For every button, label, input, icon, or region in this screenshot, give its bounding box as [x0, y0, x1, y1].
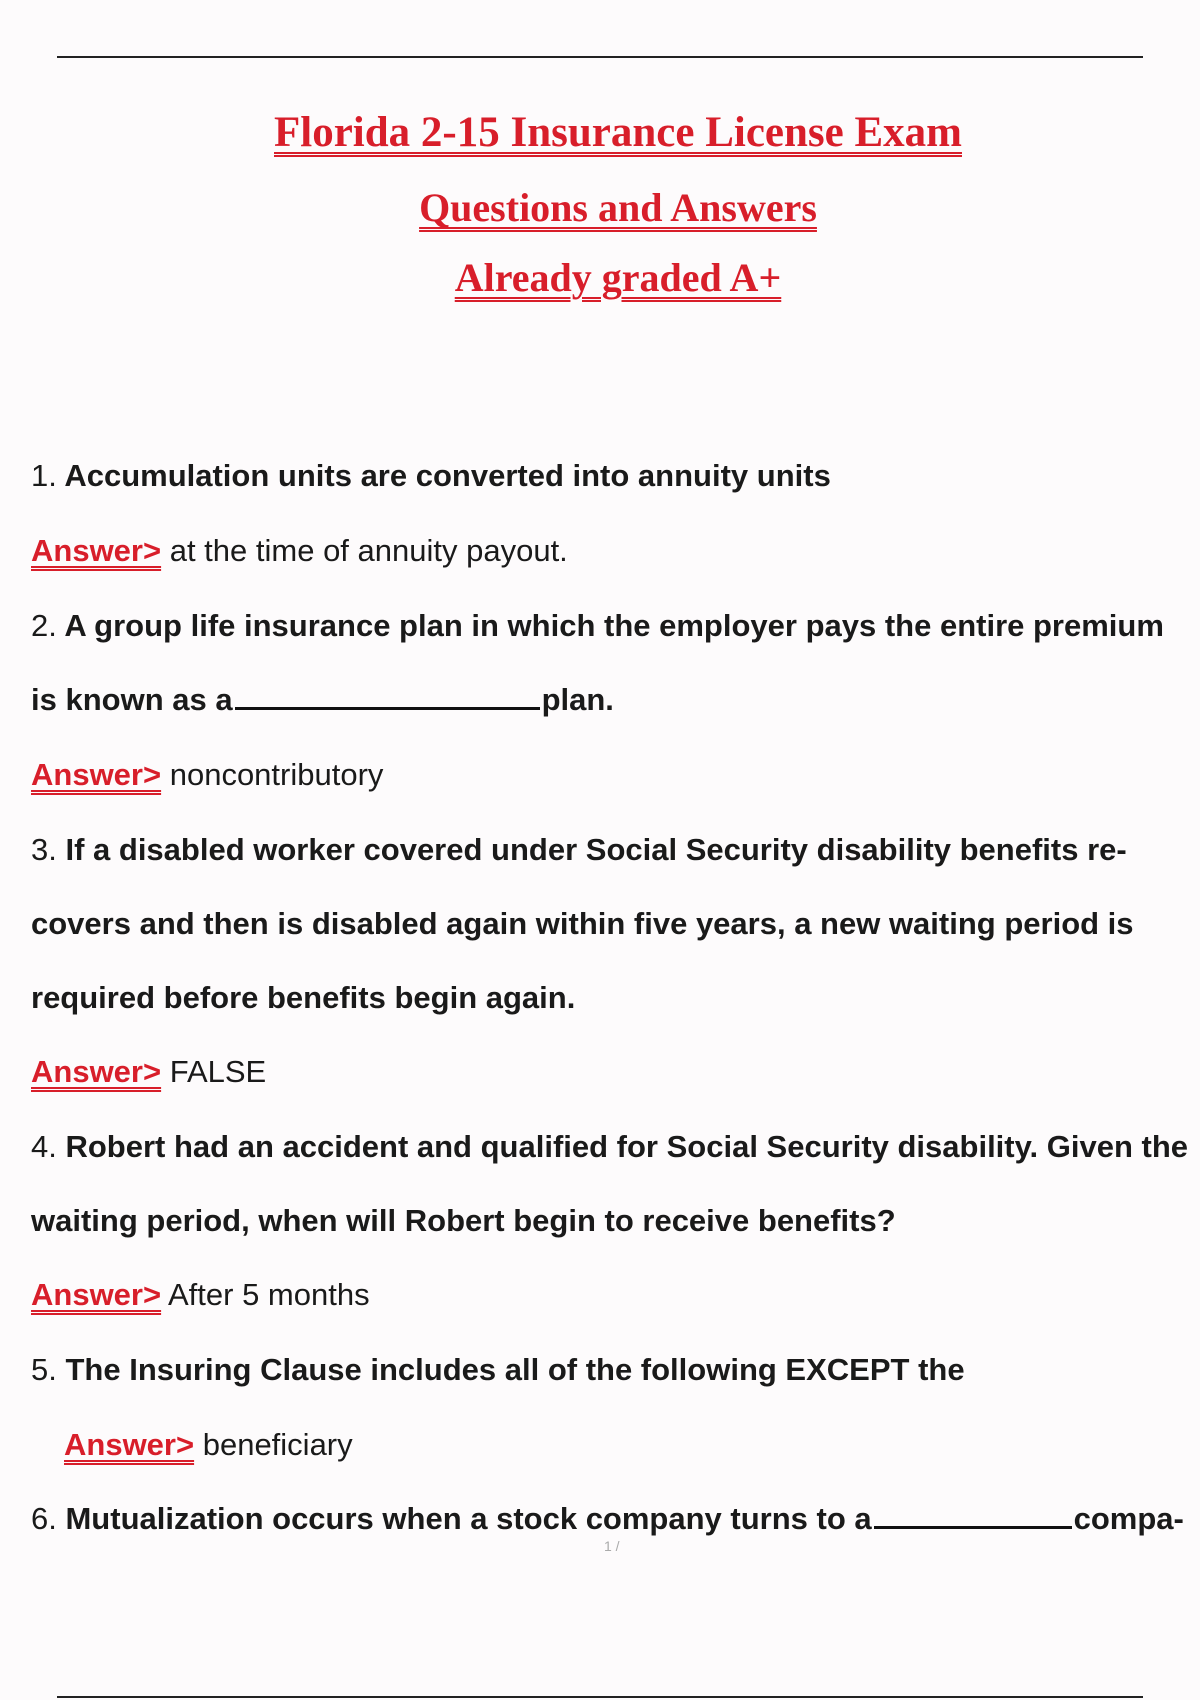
- answer-text: beneficiary: [202, 1427, 353, 1462]
- answer-label: Answer>: [64, 1427, 195, 1462]
- answer-label: Answer>: [31, 1277, 162, 1312]
- answer-text: at the time of annuity payout.: [169, 533, 568, 568]
- question-2: [31, 606, 1164, 646]
- question-number: 4.: [31, 1129, 57, 1164]
- question-text: Robert had an accident and qualified for Social Security disability. Given the: [65, 1129, 1189, 1164]
- page-marker: 1 /: [604, 1538, 620, 1554]
- answer-5: [64, 1425, 353, 1465]
- fill-in-blank: [235, 683, 540, 710]
- question-1: [31, 456, 831, 496]
- question-3: [31, 830, 1127, 870]
- question-text: waiting period, when will Robert begin to receive benefits?: [31, 1203, 896, 1238]
- question-text: If a disabled worker covered under Social Security disability benefits re-: [65, 832, 1127, 867]
- answer-label: Answer>: [31, 533, 162, 568]
- question-2-line-2: [31, 680, 614, 720]
- answer-label: Answer>: [31, 757, 162, 792]
- question-text: plan.: [541, 682, 614, 717]
- document-subtitle: Questions and Answers: [419, 185, 817, 230]
- answer-text: noncontributory: [169, 757, 384, 792]
- question-5: [31, 1350, 965, 1390]
- top-rule: [57, 56, 1143, 58]
- answer-label: Answer>: [31, 1054, 162, 1089]
- question-text: A group life insurance plan in which the employer pays the entire premium: [64, 608, 1164, 643]
- question-text: required before benefits begin again.: [31, 980, 576, 1015]
- question-number: 2.: [31, 608, 57, 643]
- answer-text: FALSE: [169, 1054, 267, 1089]
- answer-text: After 5 months: [168, 1277, 370, 1312]
- question-number: 6.: [31, 1501, 57, 1536]
- question-3-line-3: [31, 978, 575, 1018]
- question-number: 5.: [31, 1352, 57, 1387]
- answer-2: [31, 755, 383, 795]
- answer-1: [31, 531, 568, 571]
- question-3-line-2: [31, 904, 1134, 944]
- document-title: Florida 2-15 Insurance License Exam: [274, 109, 962, 156]
- fill-in-blank: [874, 1502, 1072, 1529]
- question-4: [31, 1127, 1188, 1167]
- question-text: covers and then is disabled again within five years, a new waiting period is: [31, 906, 1134, 941]
- question-text: is known as a: [31, 682, 233, 717]
- question-number: 3.: [31, 832, 57, 867]
- answer-4: [31, 1275, 370, 1315]
- question-number: 1.: [31, 458, 57, 493]
- question-text: Accumulation units are converted into annuity units: [64, 458, 831, 493]
- question-6: [31, 1499, 1184, 1539]
- question-4-line-2: [31, 1201, 896, 1241]
- bottom-rule: [57, 1696, 1143, 1698]
- question-text: Mutualization occurs when a stock company turns to a: [65, 1501, 872, 1536]
- grade-subtitle: Already graded A+: [454, 255, 782, 300]
- question-text: The Insuring Clause includes all of the following EXCEPT the: [65, 1352, 965, 1387]
- answer-3: [31, 1052, 266, 1092]
- question-text: compa-: [1073, 1501, 1184, 1536]
